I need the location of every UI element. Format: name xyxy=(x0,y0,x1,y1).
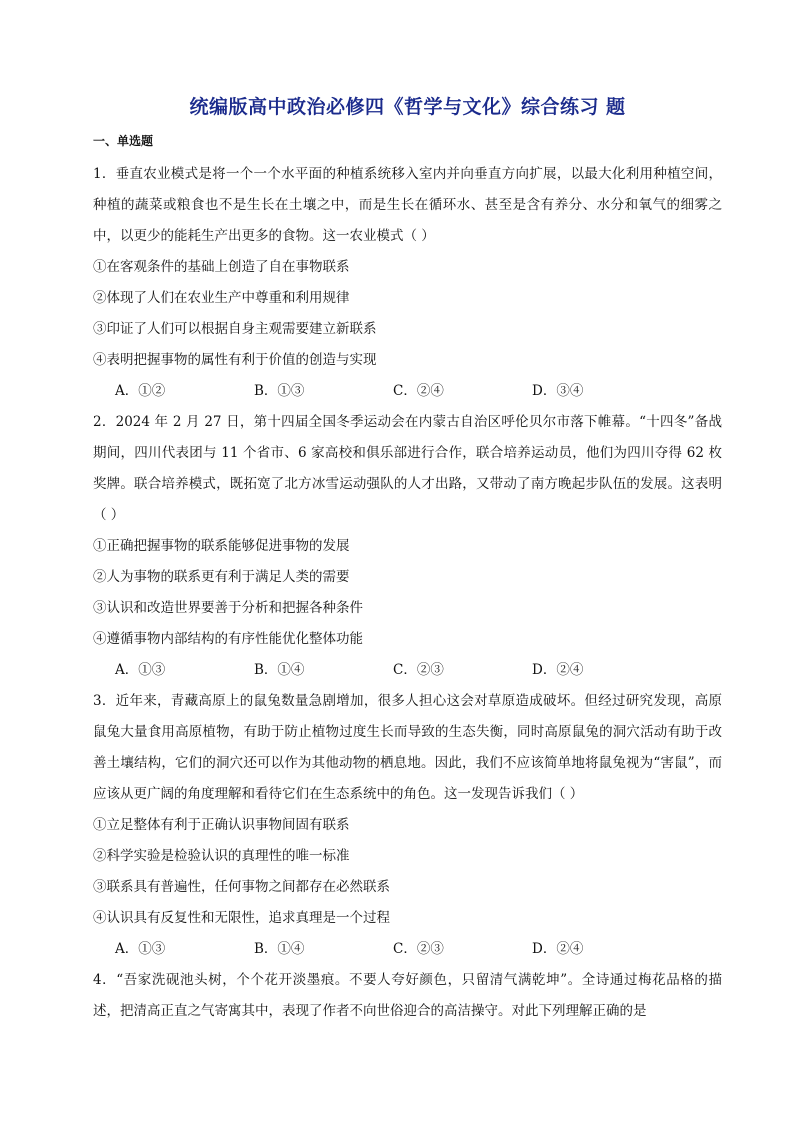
option-b: B．①③ xyxy=(254,383,305,399)
option-a: A．①③ xyxy=(115,662,166,678)
statement: ④认识具有反复性和无限性，追求真理是一个过程 xyxy=(93,910,390,926)
statement: ①在客观条件的基础上创造了自在事物联系 xyxy=(93,259,350,275)
question-1 xyxy=(93,159,722,407)
question-3 xyxy=(93,686,722,965)
question-4 xyxy=(93,965,722,1027)
option-a: A．①② xyxy=(115,383,166,399)
statement: ②科学实验是检验认识的真理性的唯一标准 xyxy=(93,848,350,864)
statement: ④遵循事物内部结构的有序性能优化整体功能 xyxy=(93,631,363,647)
question-stem: 2．2024 年 2 月 27 日，第十四届全国冬季运动会在内蒙古自治区呼伦贝尔市落下帷幕。“十四冬”备战期间，四川代表团与 11 个省市、6 家高校和俱乐部进行合作，联合培养运动员，他们为四川夺得 62 枚奖牌。联合培养模式，既拓宽了北方冰雪运动强队的人才出路，又带动了南方晚起步队伍的发展。这表明（ ） xyxy=(93,414,722,523)
statement: ②体现了人们在农业生产中尊重和利用规律 xyxy=(93,290,350,306)
statement: ③印证了人们可以根据自身主观需要建立新联系 xyxy=(93,321,377,337)
statement: ①立足整体有利于正确认识事物间固有联系 xyxy=(93,817,350,833)
option-c: C．②④ xyxy=(393,383,444,399)
option-d: D．②④ xyxy=(532,662,584,678)
option-c: C．②③ xyxy=(393,662,444,678)
question-2 xyxy=(93,407,722,686)
answer-options xyxy=(93,655,722,686)
option-b: B．①④ xyxy=(254,662,305,678)
statement: ②人为事物的联系更有利于满足人类的需要 xyxy=(93,569,350,585)
section-header: 一、单选题 xyxy=(93,134,154,148)
option-d: D．②④ xyxy=(532,941,584,957)
option-a: A．①③ xyxy=(115,941,166,957)
option-c: C．②③ xyxy=(393,941,444,957)
statement: ③认识和改造世界要善于分析和把握各种条件 xyxy=(93,600,363,616)
statement: ④表明把握事物的属性有利于价值的创造与实现 xyxy=(93,352,377,368)
question-stem: 3．近年来，青藏高原上的鼠兔数量急剧增加，很多人担心这会对草原造成破坏。但经过研究发现，高原鼠兔大量食用高原植物，有助于防止植物过度生长而导致的生态失衡，同时高原鼠兔的洞穴活动有助于改善土壤结构，它们的洞穴还可以作为其他动物的栖息地。因此，我们不应该简单地将鼠兔视为“害鼠”，而应该从更广阔的角度理解和看待它们在生态系统中的角色。这一发现告诉我们（ ） xyxy=(93,693,722,802)
question-stem: 1．垂直农业模式是将一个一个水平面的种植系统移入室内并向垂直方向扩展，以最大化利用种植空间，种植的蔬菜或粮食也不是生长在土壤之中，而是生长在循环水、甚至是含有养分、水分和氧气的细雾之中，以更少的能耗生产出更多的食物。这一农业模式（ ） xyxy=(93,166,722,244)
answer-options xyxy=(93,934,722,965)
document-title: 统编版高中政治必修四《哲学与文化》综合练习 题 xyxy=(189,96,626,118)
statement: ①正确把握事物的联系能够促进事物的发展 xyxy=(93,538,350,554)
question-stem: 4．“吾家洗砚池头树，个个花开淡墨痕。不要人夸好颜色，只留清气满乾坤”。全诗通过梅花品格的描述，把清高正直之气寄寓其中，表现了作者不向世俗迎合的高洁操守。对此下列理解正确的是 xyxy=(93,972,722,1019)
option-b: B．①④ xyxy=(254,941,305,957)
option-d: D．③④ xyxy=(532,383,584,399)
answer-options xyxy=(93,376,722,407)
statement: ③联系具有普遍性，任何事物之间都存在必然联系 xyxy=(93,879,390,895)
